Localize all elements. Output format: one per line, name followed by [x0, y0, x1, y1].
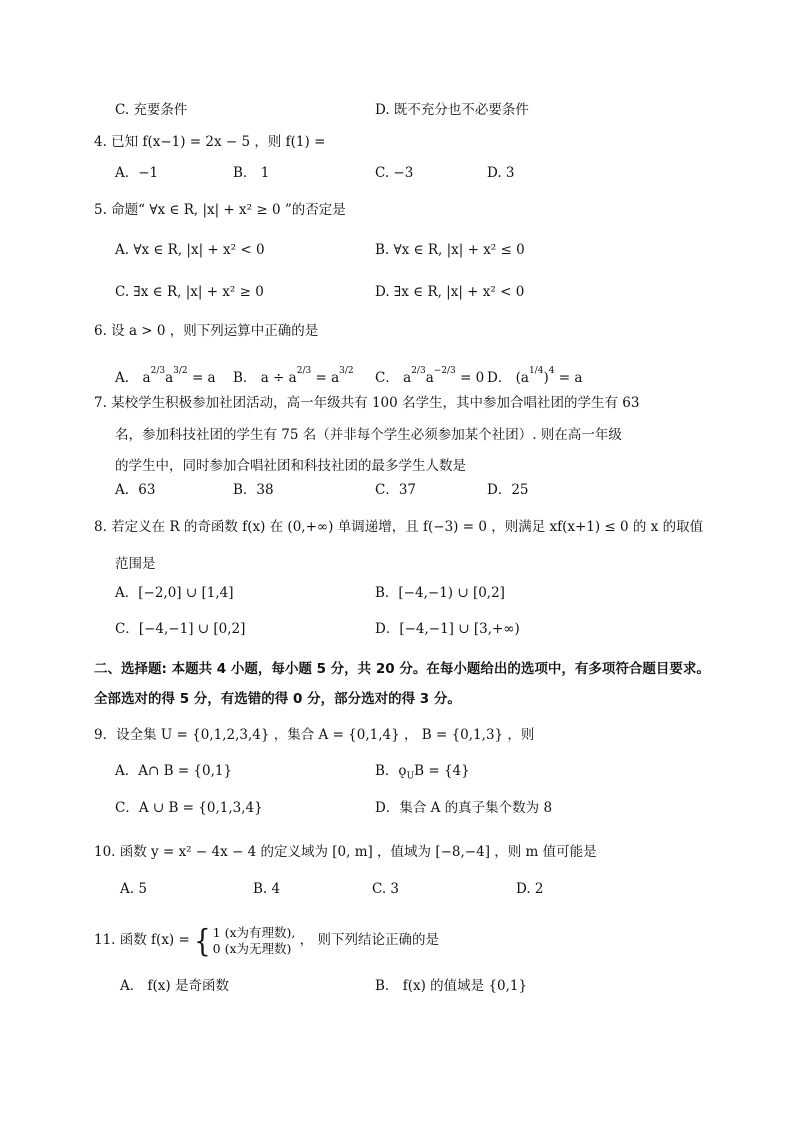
q3-option-c: C. 充要条件	[115, 102, 188, 118]
q6a-base: a	[142, 370, 151, 386]
q9-option-b	[375, 762, 470, 786]
question-6: 6. 设 a > 0 ，则下列运算中正确的是	[94, 323, 319, 339]
q4-option-b: B． 1	[233, 165, 270, 181]
q10-option-d: D. 2	[516, 881, 544, 897]
q5-option-c: C. ∃x ∈ R, |x| + x² ≥ 0	[115, 284, 264, 300]
question-9: 9．设全集 U = {0,1,2,3,4} ，集合 A = {0,1,4} ， B = {0,1,3} ，则	[94, 727, 535, 743]
q4-option-c: C. −3	[375, 165, 414, 181]
question-4: 4. 已知 f(x−1) = 2x − 5 ，则 f(1) =	[94, 134, 326, 150]
q8-option-c: C．[−4,−1] ∪ [0,2]	[115, 621, 246, 637]
question-11	[94, 920, 439, 960]
q6a-exponent-1: 2/3	[150, 366, 166, 376]
q8-option-d: D．[−4,−1] ∪ [3,+∞)	[375, 621, 520, 637]
q6d-exponent-1: 1/4	[528, 366, 544, 376]
q9-option-d: D．集合 A 的真子集个数为 8	[375, 800, 553, 816]
q6-option-b	[233, 362, 354, 387]
q6b-exponent-2: 3/2	[339, 366, 354, 376]
q10-option-b: B. 4	[253, 881, 281, 897]
q6d-paren: )	[543, 370, 549, 386]
q6d-base: (a	[515, 370, 529, 386]
question-7-line-2: 名，参加科技社团的学生有 75 名（并非每个学生必须参加某个社团）. 则在高一年级	[115, 427, 622, 443]
q4-option-a: A．−1	[115, 165, 159, 181]
q8-option-b: B．[−4,−1) ∪ [0,2]	[375, 585, 505, 601]
q6d-exponent-2: 4	[548, 366, 555, 376]
piecewise-cases	[213, 925, 296, 957]
q11-suffix: ， 则下列结论正确的是	[299, 932, 439, 948]
q6c-exponent-1: 2/3	[411, 366, 426, 376]
question-7-line-3: 的学生中，同时参加合唱社团和科技社团的最多学生人数是	[115, 458, 466, 474]
q10-option-a: A. 5	[120, 881, 147, 897]
q6-option-a	[115, 362, 216, 387]
q11-prefix: 11. 函数 f(x) =	[94, 932, 190, 948]
section-2-heading-line-1: 二、选择题: 本题共 4 小题，每小题 5 分，共 20 分。在每小题给出的选项中，有多项符合题目要求。	[94, 661, 710, 677]
q8-option-a: A．[−2,0] ∪ [1,4]	[115, 585, 234, 601]
q6c-base: a	[403, 370, 412, 386]
question-8-line-1: 8. 若定义在 R 的奇函数 f(x) 在 (0,+∞) 单调递增，且 f(−3) = 0 ，则满足 xf(x+1) ≤ 0 的 x 的取值	[94, 519, 704, 535]
q9b-complement: B．ǫ	[375, 763, 407, 779]
q7-option-b: B．38	[233, 482, 274, 498]
q6c-label: C．	[375, 370, 399, 386]
q6b-label: B．	[233, 370, 257, 386]
q5-option-a: A. ∀x ∈ R, |x| + x² < 0	[115, 242, 265, 258]
q6b-result: = a	[315, 370, 340, 386]
q11-option-b: B． f(x) 的值域是 {0,1}	[375, 978, 528, 994]
q6b-expr: a ÷ a	[260, 370, 297, 386]
q3-option-d: D. 既不充分也不必要条件	[375, 102, 529, 118]
question-10: 10. 函数 y = x² − 4x − 4 的定义域为 [0, m] ，值域为 [−8,−4] ，则 m 值可能是	[94, 844, 597, 860]
q5-option-d: D. ∃x ∈ R, |x| + x² < 0	[375, 284, 525, 300]
q10-option-c: C. 3	[372, 881, 400, 897]
q9-option-a: A．A∩ B = {0,1}	[115, 763, 233, 779]
q6a-result: = a	[191, 370, 216, 386]
q6c-result: = 0	[460, 370, 485, 386]
q6a-label: A．	[115, 370, 139, 386]
question-8-line-2: 范围是	[115, 556, 156, 572]
q6d-label: D．	[487, 370, 512, 386]
q9b-rest: B = {4}	[414, 763, 470, 779]
q7-option-a: A．63	[115, 482, 156, 498]
q9-option-c: C．A ∪ B = {0,1,3,4}	[115, 800, 263, 816]
q6c-exponent-2: −2/3	[433, 366, 456, 376]
section-2-heading-line-2: 全部选对的得 5 分，有选错的得 0 分，部分选对的得 3 分。	[94, 691, 461, 707]
q11-option-a: A． f(x) 是奇函数	[120, 978, 229, 994]
q6-option-d	[487, 362, 582, 387]
piecewise-brace: {	[194, 924, 211, 960]
q6c-base-2: a	[425, 370, 434, 386]
q6a-exponent-2: 3/2	[173, 366, 188, 376]
q6-option-c	[375, 362, 484, 387]
q4-option-d: D. 3	[487, 165, 515, 181]
q11-case-1: 1 (x为有理数),	[212, 924, 296, 940]
q7-option-d: D．25	[487, 482, 529, 498]
q6d-result: = a	[558, 370, 583, 386]
q7-option-c: C．37	[375, 482, 417, 498]
q9b-subscript: U	[406, 771, 415, 782]
q6b-exponent-1: 2/3	[296, 366, 312, 376]
q6a-base-2: a	[165, 370, 174, 386]
q5-option-b: B. ∀x ∈ R, |x| + x² ≤ 0	[375, 242, 525, 258]
q11-case-2: 0 (x为无理数)	[212, 940, 292, 956]
question-5: 5. 命题“ ∀x ∈ R, |x| + x² ≥ 0 ”的否定是	[94, 202, 346, 218]
question-7-line-1: 7. 某校学生积极参加社团活动，高一年级共有 100 名学生，其中参加合唱社团的学生有 63	[94, 395, 640, 411]
